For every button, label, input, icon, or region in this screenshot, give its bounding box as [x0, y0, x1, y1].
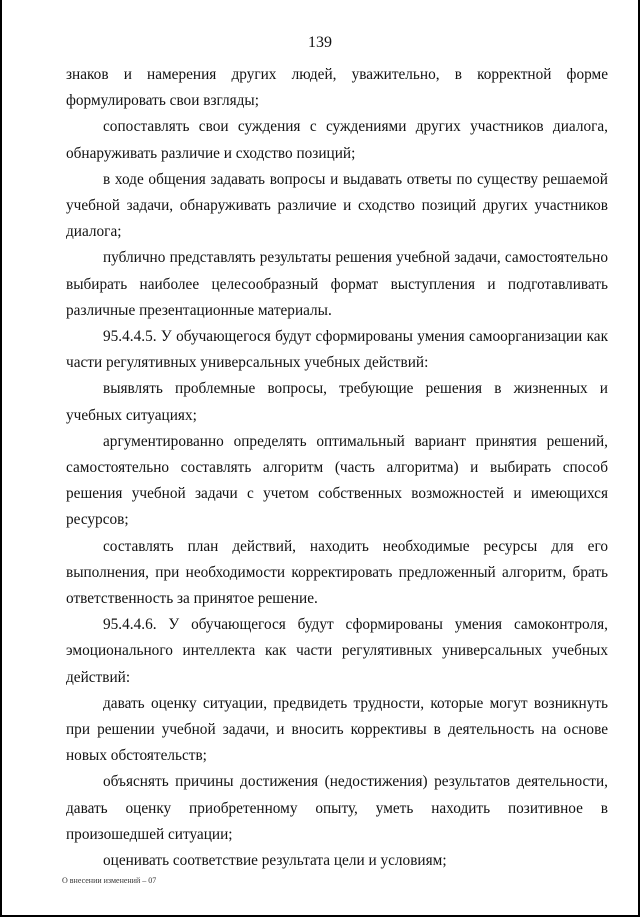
paragraph-6: выявлять проблемные вопросы, требующие решения в жизненных и учебных ситуациях;: [66, 380, 608, 424]
paragraph-11: объяснять причины достижения (недостижения) результатов деятельности, давать оценку приобретенному опыту, уметь находить позитивное в произошедшей ситуации;: [66, 773, 608, 843]
page-number: 139: [308, 34, 332, 51]
paragraph-1: знаков и намерения других людей, уважительно, в корректной форме формулировать свои взгляды;: [66, 66, 608, 110]
paragraph-12: оценивать соответствие результата цели и условиям;: [103, 852, 447, 870]
paragraph-4: публично представлять результаты решения учебной задачи, самостоятельно выбирать наиболее целесообразный формат выступления и подготавливать различные презентационные материалы.: [66, 249, 608, 319]
paragraph-2: сопоставлять свои суждения с суждениями других участников диалога, обнаруживать различие и сходство позиций;: [66, 118, 608, 162]
paragraph-3: в ходе общения задавать вопросы и выдавать ответы по существу решаемой учебной задачи, обнаруживать различие и сходство позиций других участников диалога;: [66, 170, 608, 241]
paragraph-10: давать оценку ситуации, предвидеть трудности, которые могут возникнуть при решении учебной задачи, и вносить коррективы в деятельность на основе новых обстоятельств;: [66, 694, 608, 765]
footer-note: О внесении изменений – 07: [62, 876, 157, 885]
paragraph-7: аргументированно определять оптимальный вариант принятия решений, самостоятельно составлять алгоритм (часть алгоритма) и выбирать способ решения учебной задачи с учетом собственных возможностей и имеющихся ресурсов;: [66, 432, 608, 529]
document-body: [66, 62, 608, 874]
paragraph-5-section-95-4-4-5: 95.4.4.5. У обучающегося будут сформированы умения самоорганизации как части регулятивных универсальных учебных действий:: [66, 328, 608, 372]
paragraph-9-section-95-4-4-6: 95.4.4.6. У обучающегося будут сформированы умения самоконтроля, эмоционального интеллекта как части регулятивных универсальных учебных действий:: [66, 616, 608, 686]
paragraph-8: составлять план действий, находить необходимые ресурсы для его выполнения, при необходимости корректировать предложенный алгоритм, брать ответственность за принятое решение.: [66, 537, 608, 608]
